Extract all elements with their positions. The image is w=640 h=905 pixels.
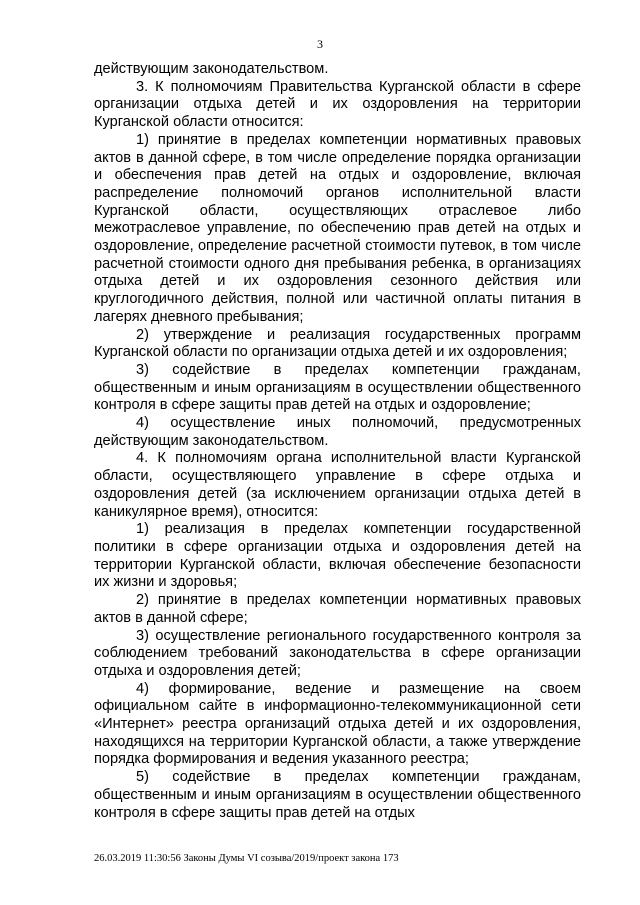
paragraph-3-item-2: 2) утверждение и реализация государственных программ Курганской области по организации отдыха детей и их оздоровления; [94,326,581,361]
paragraph-4-item-5: 5) содействие в пределах компетенции гражданам, общественным и иным организациям в осуществлении общественного контроля в сфере защиты прав детей на отдых [94,769,581,821]
paragraph-4-item-1: 1) реализация в пределах компетенции государственной политики в сфере организации отдыха и оздоровления детей на территории Курганской области, включая обеспечение безопасности их жизни и здоровья; [94,521,581,591]
paragraph-3-item-3: 3) содействие в пределах компетенции гражданам, общественным и иным организациям в осуществлении общественного контроля в сфере защиты прав детей на отдых и оздоровление; [94,361,581,414]
document-body [94,61,581,822]
paragraph-section-4: 4. К полномочиям органа исполнительной власти Курганской области, осуществляющего управление в сфере отдыха и оздоровления детей (за исключением организации отдыха детей в каникулярное время), относится: [94,450,581,520]
page-number: 3 [317,37,323,51]
paragraph-4-item-4: 4) формирование, ведение и размещение на своем официальном сайте в информационно-телекоммуникационной сети «Интернет» реестра организаций отдыха детей и их оздоровления, находящихся на территории Курганской области, а также утверждение порядка формирования и ведения указанного реестра; [94,680,581,768]
paragraph-4-item-2: 2) принятие в пределах компетенции нормативных правовых актов в данной сфере; [94,592,581,626]
paragraph-continuation: действующим законодательством. [94,61,329,77]
paragraph-4-item-3: 3) осуществление регионального государственного контроля за соблюдением требований законодательства в сфере организации отдыха и оздоровления детей; [94,627,581,679]
paragraph-3-item-1: 1) принятие в пределах компетенции нормативных правовых актов в данной сфере, в том числе определение порядка организации и обеспечения прав детей на отдых и оздоровление, включая распределение полномочий органов исполнительной власти Курганской области, осуществляющих отраслевое либо межотраслевое управление, по обеспечению прав детей на отдых и оздоровление, определение расчетной стоимости путевок, в том числе расчетной стоимости одного дня пребывания ребенка, в организациях отдыха детей и их оздоровления сезонного действия или круглогодичного действия, полной или частичной оплаты питания в лагерях дневного пребывания; [94,131,581,325]
paragraph-section-3: 3. К полномочиям Правительства Курганской области в сфере организации отдыха детей и их оздоровления на территории Курганской области относится: [94,78,581,131]
document-footer: 26.03.2019 11:30:56 Законы Думы VI созыва/2019/проект закона 173 [94,853,399,864]
paragraph-3-item-4: 4) осуществление иных полномочий, предусмотренных действующим законодательством. [94,415,581,449]
